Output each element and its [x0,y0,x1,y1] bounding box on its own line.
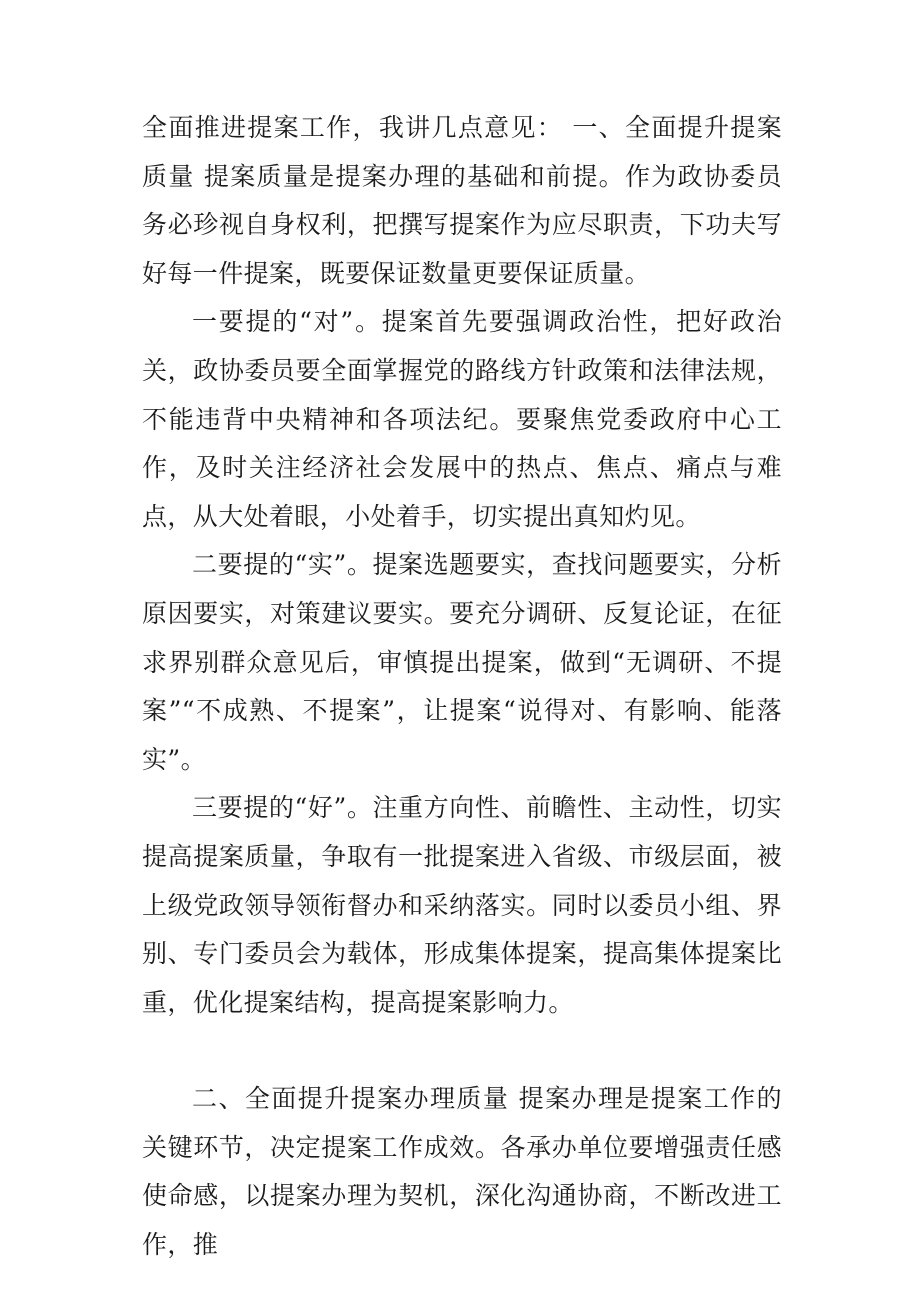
document-body [142,104,782,1270]
paragraph-section-2: 二、全面提升提案办理质量 提案办理是提案工作的关键环节，决定提案工作成效。各承办单位要增强责任感使命感，以提案办理为契机，深化沟通协商，不断改进工作，推 [142,1084,782,1260]
paragraph-point-3: 三要提的“好”。注重方向性、前瞻性、主动性，切实提高提案质量，争取有一批提案进入省级、市级层面，被上级党政领导领衔督办和采纳落实。同时以委员小组、界别、专门委员会为载体，形成集体提案，提高集体提案比重，优化提案结构，提高提案影响力。 [142,793,782,1017]
paragraph-point-1: 一要提的“对”。提案首先要强调政治性，把好政治关，政协委员要全面掌握党的路线方针政策和法律法规，不能违背中央精神和各项法纪。要聚焦党委政府中心工作，及时关注经济社会发展中的热点、焦点、痛点与难点，从大处着眼，小处着手，切实提出真知灼见。 [142,307,782,531]
paragraph-intro: 全面推进提案工作，我讲几点意见： 一、全面提升提案质量 提案质量是提案办理的基础和前提。作为政协委员务必珍视自身权利，把撰写提案作为应尽职责，下功夫写好每一件提案，既要保证数量更要保证质量。 [142,113,782,288]
paragraph-point-2: 二要提的“实”。提案选题要实，查找问题要实，分析原因要实，对策建议要实。要充分调研、反复论证，在征求界别群众意见后，审慎提出提案，做到“无调研、不提案”“不成熟、不提案”，让提案“说得对、有影响、能落实”。 [142,550,782,774]
